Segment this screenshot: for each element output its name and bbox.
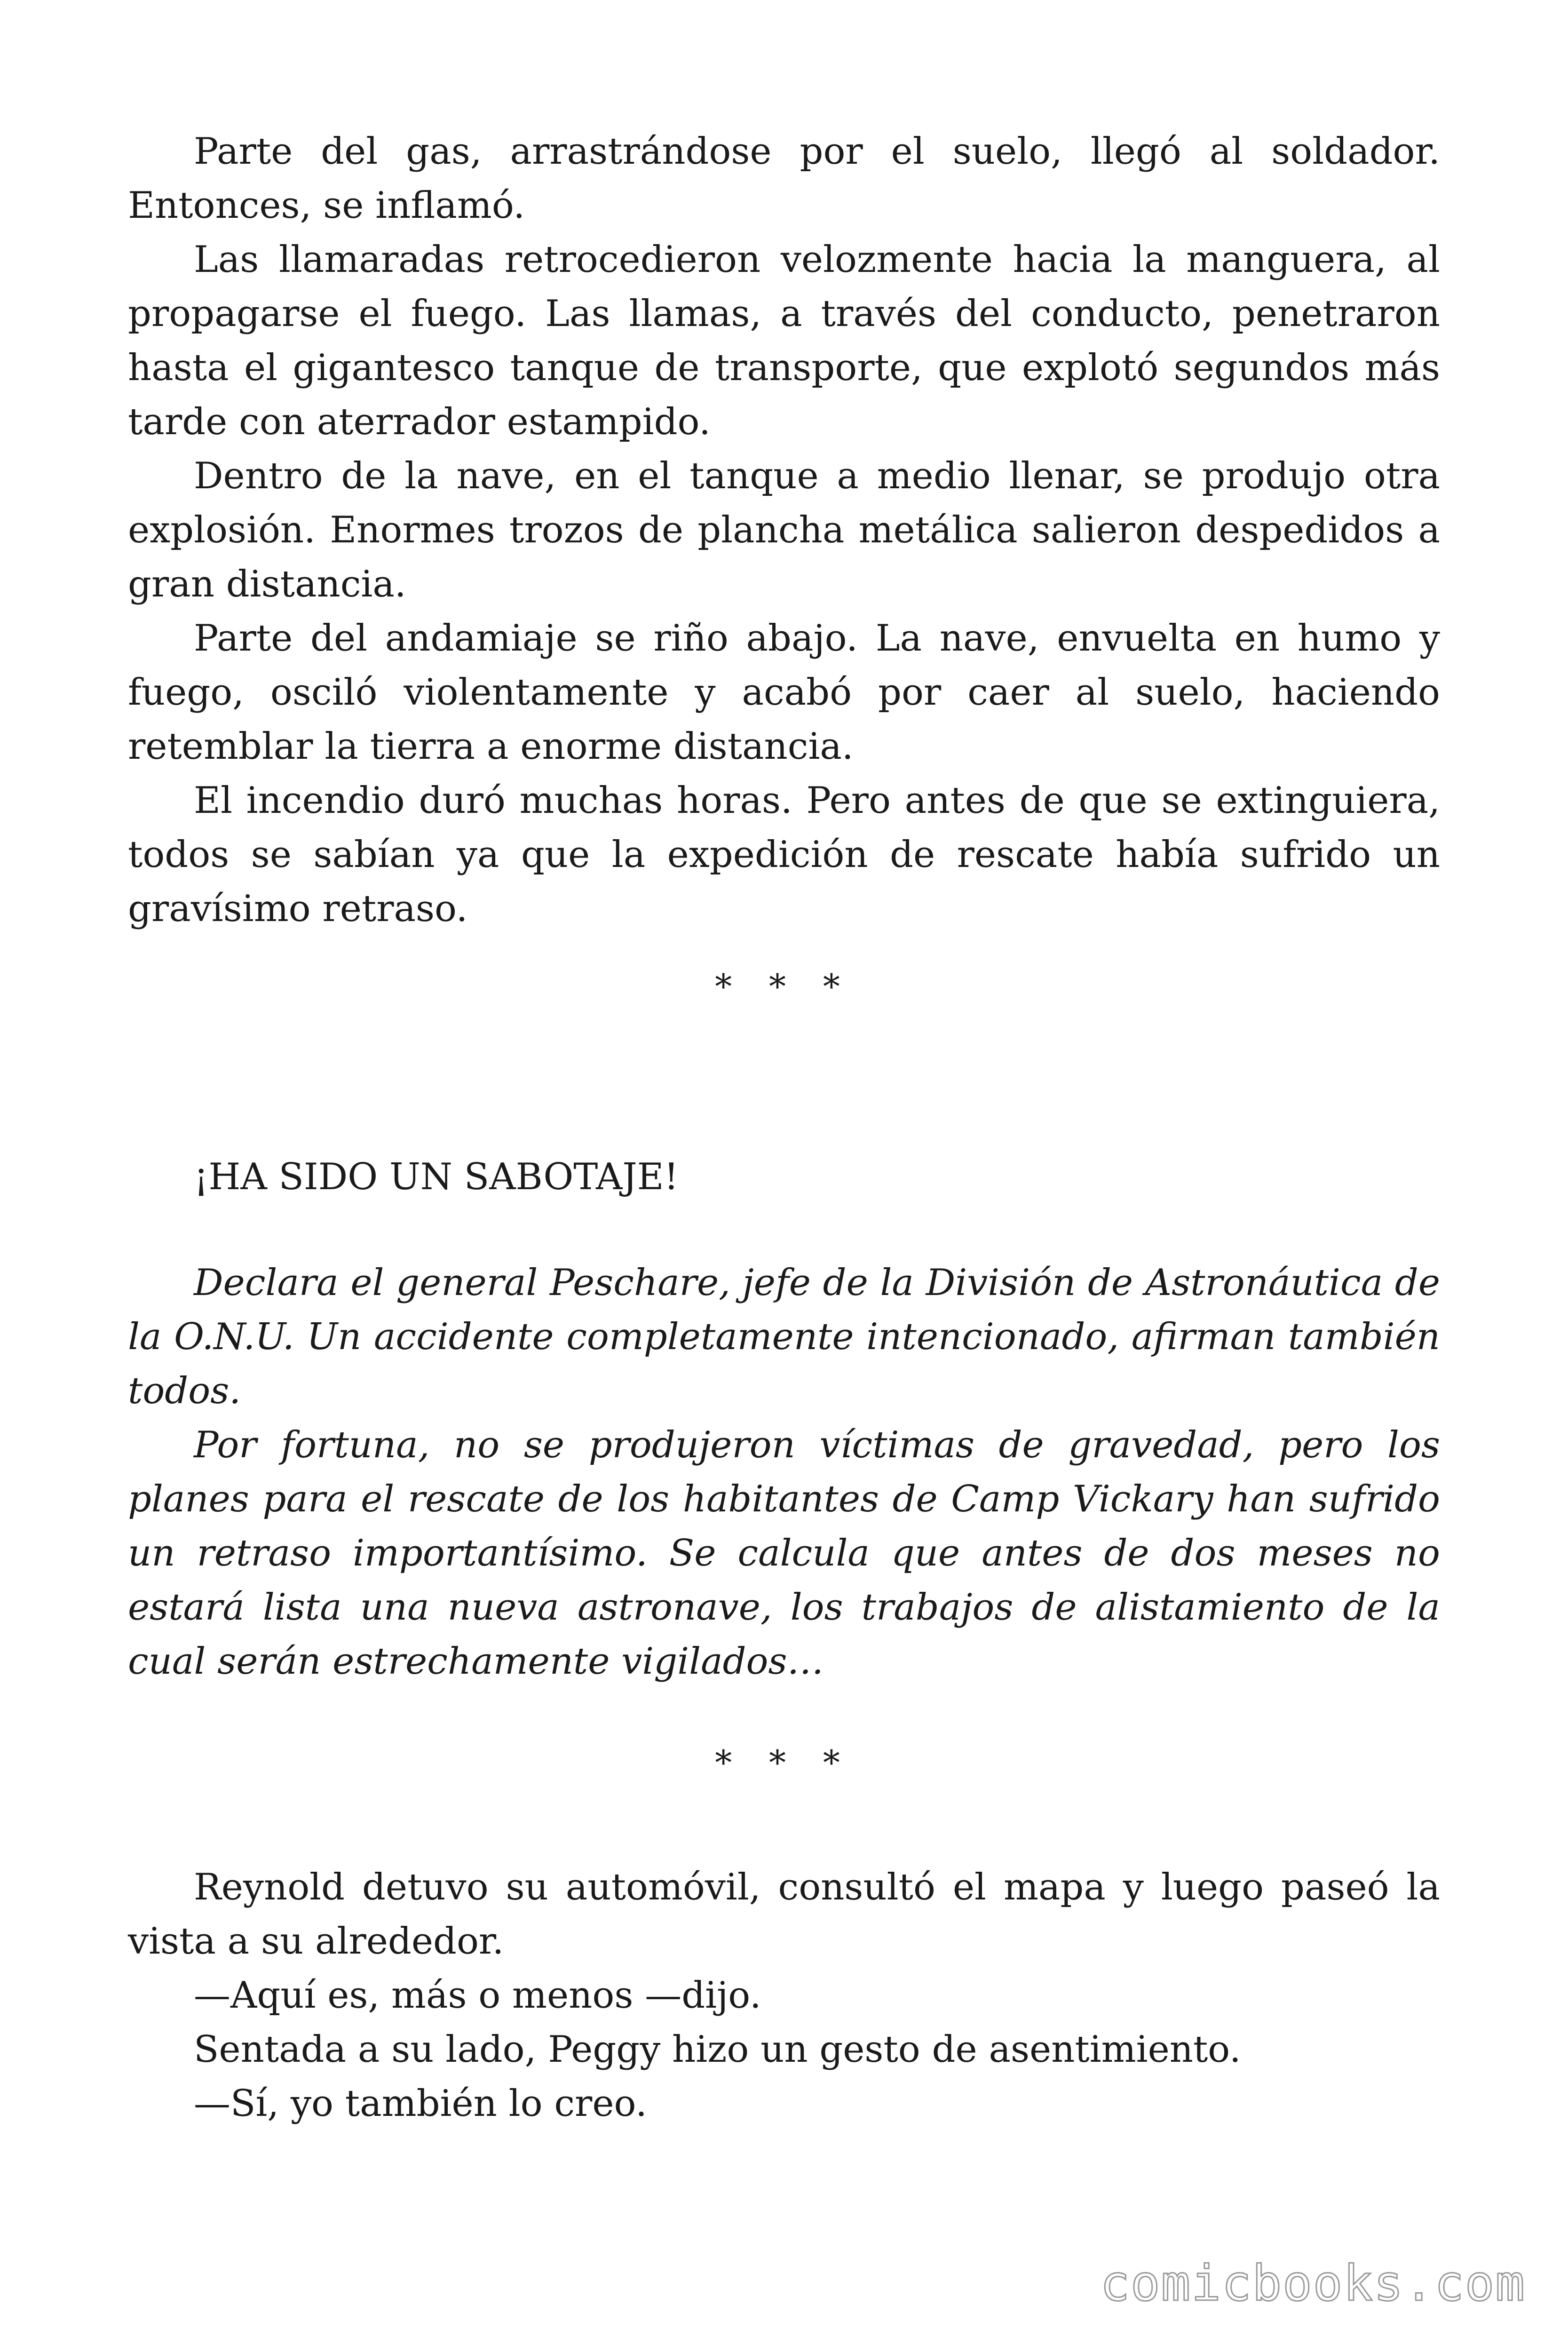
paragraph: El incendio duró muchas horas. Pero antes de que se extinguiera, todos se sabían ya que la expedición de rescate había sufrido un gravísimo retraso.: [128, 779, 1440, 930]
paragraph: Reynold detuvo su automóvil, consultó el mapa y luego paseó la vista a su alrededor.: [128, 1866, 1440, 1963]
news-paragraph: Declara el general Peschare, jefe de la División de Astronáutica de la O.N.U. Un accidente completamente intencionado, afirman también todos.: [128, 1262, 1440, 1412]
dialogue-line: —Aquí es, más o menos —dijo.: [194, 1974, 761, 2017]
dialogue-line: —Sí, yo también lo creo.: [194, 2082, 647, 2125]
paragraph: Las llamaradas retrocedieron velozmente hacia la manguera, al propagarse el fuego. Las llamas, a través del conducto, penetraron hasta el gigantesco tanque de transporte, que explotó segundos más tarde con aterrador estampido.: [128, 238, 1440, 443]
paragraph: Sentada a su lado, Peggy hizo un gesto de asentimiento.: [194, 2028, 1241, 2071]
section-separator: * * *: [715, 967, 853, 1006]
paragraph: Dentro de la nave, en el tanque a medio llenar, se produjo otra explosión. Enormes trozos de plancha metálica salieron despedidos a gran distancia.: [128, 455, 1440, 605]
watermark: comicbooks.com: [1100, 2255, 1526, 2312]
news-headline: ¡HA SIDO UN SABOTAJE!: [194, 1156, 679, 1198]
paragraph: Parte del gas, arrastrándose por el suelo, llegó al soldador. Entonces, se inflamó.: [128, 130, 1440, 227]
news-paragraph: Por fortuna, no se produjeron víctimas de gravedad, pero los planes para el rescate de los habitantes de Camp Vickary han sufrido un retraso importantísimo. Se calcula que antes de dos meses no estará lista una nueva astronave, los trabajos de alistamiento de la cual serán estrechamente vigilados…: [128, 1424, 1440, 1683]
paragraph: Parte del andamiaje se riño abajo. La nave, envuelta en humo y fuego, osciló violentamente y acabó por caer al suelo, haciendo retemblar la tierra a enorme distancia.: [128, 617, 1440, 768]
section-separator: * * *: [715, 1743, 853, 1782]
book-page: [128, 125, 1440, 2131]
